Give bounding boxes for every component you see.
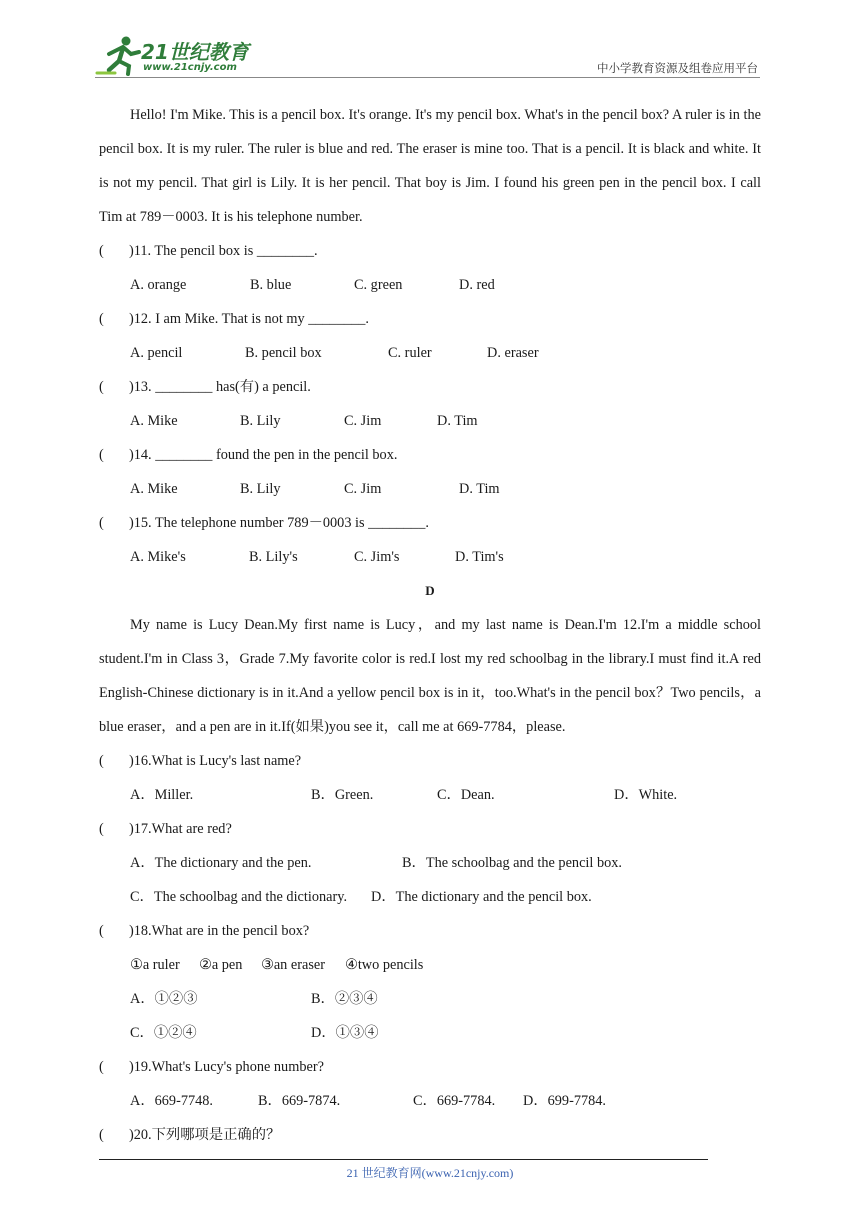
question-15-options <box>99 540 761 574</box>
question-stem: )12. I am Mike. That is not my ________. <box>129 311 369 327</box>
answer-bracket: ( <box>99 447 104 463</box>
option-c: C. ruler <box>388 345 432 361</box>
question-18 <box>99 914 761 948</box>
option-b: B．Green. <box>311 787 374 803</box>
answer-bracket: ( <box>99 379 104 395</box>
question-11-options <box>99 268 761 302</box>
question-stem: )17.What are red? <box>129 821 232 837</box>
answer-bracket: ( <box>99 753 104 769</box>
option-b: B. Lily's <box>249 549 298 565</box>
question-16-options <box>99 778 761 812</box>
question-12-options <box>99 336 761 370</box>
question-12 <box>99 302 761 336</box>
option-b: B. Lily <box>240 481 281 497</box>
option-a: A. Mike's <box>130 549 186 565</box>
option-c: C．Dean. <box>437 787 495 803</box>
question-17 <box>99 812 761 846</box>
question-18-options-cd <box>99 1016 761 1050</box>
answer-bracket: ( <box>99 515 104 531</box>
question-stem: )18.What are in the pencil box? <box>129 923 310 939</box>
question-14 <box>99 438 761 472</box>
option-d: D. red <box>459 277 495 293</box>
option-a: A. Mike <box>130 413 178 429</box>
option-b: B．669-7874. <box>258 1093 341 1109</box>
passage-c: Hello! I'm Mike. This is a pencil box. It's orange. It's my pencil box. What's in the pencil box? A ruler is in the pencil box. It is my ruler. The ruler is blue and red. The eraser is mine too. That is a pencil. It is black and white. It is not my pencil. That girl is Lily. It is her pencil. That boy is Jim. I found his green pen in the pencil box. I call Tim at 789－0003. It is his telephone number. <box>99 107 761 225</box>
question-16 <box>99 744 761 778</box>
question-18-items <box>99 948 761 982</box>
option-d: D. Tim <box>437 413 478 429</box>
option-a: A．①②③ <box>130 991 198 1007</box>
question-17-options-cd <box>99 880 761 914</box>
answer-bracket: ( <box>99 1059 104 1075</box>
question-19 <box>99 1050 761 1084</box>
item-1: ①a ruler <box>130 957 180 973</box>
answer-bracket: ( <box>99 821 104 837</box>
question-17-options-ab <box>99 846 761 880</box>
passage-d: My name is Lucy Dean.My first name is Lucy，and my last name is Dean.I'm 12.I'm a middle school student.I'm in Class 3，Grade 7.My favorite color is red.I lost my red schoolbag in the library.I must find it.A red English-Chinese dictionary is in it.And a yellow pencil box is in it，too.What's in the pencil box？Two pencils，a blue eraser，and a pen are in it.If(如果)you see it，call me at 669-7784，please. <box>99 617 761 735</box>
answer-bracket: ( <box>99 243 104 259</box>
question-stem: )19.What's Lucy's phone number? <box>129 1059 324 1075</box>
option-b: B．The schoolbag and the pencil box. <box>402 855 622 871</box>
question-stem: )11. The pencil box is ________. <box>129 243 318 259</box>
answer-bracket: ( <box>99 311 104 327</box>
option-d: D．White. <box>614 787 678 803</box>
document-body <box>99 98 761 1152</box>
option-c: C．①②④ <box>130 1025 197 1041</box>
option-a: A. pencil <box>130 345 183 361</box>
logo-url: www.21cnjy.com <box>143 62 237 73</box>
option-d: D. Tim <box>459 481 500 497</box>
option-c: C. green <box>354 277 403 293</box>
question-stem: )13. ________ has(有) a pencil. <box>129 379 311 395</box>
option-a: A．Miller. <box>130 787 194 803</box>
platform-title: 中小学教育资源及组卷应用平台 <box>597 61 758 75</box>
page-header <box>95 30 760 78</box>
page-footer: 21 世纪教育网(www.21cnjy.com) <box>346 1166 514 1180</box>
option-b: B. Lily <box>240 413 281 429</box>
answer-bracket: ( <box>99 923 104 939</box>
question-stem: )15. The telephone number 789－0003 is ________. <box>129 515 429 531</box>
option-d: D．The dictionary and the pencil box. <box>371 889 592 905</box>
item-2: ②a pen <box>199 957 243 973</box>
header-divider <box>95 77 760 78</box>
question-13-options <box>99 404 761 438</box>
section-title: D <box>425 583 435 598</box>
option-c: C．669-7784. <box>413 1093 496 1109</box>
logo-text: 21世纪教育 <box>141 40 249 64</box>
item-3: ③an eraser <box>261 957 326 973</box>
runner-logo-icon <box>95 34 141 76</box>
option-b: B．②③④ <box>311 991 378 1007</box>
question-14-options <box>99 472 761 506</box>
option-c: C. Jim <box>344 413 382 429</box>
item-4: ④two pencils <box>345 957 424 973</box>
option-a: A．669-7748. <box>130 1093 213 1109</box>
logo <box>95 34 265 76</box>
option-a: A．The dictionary and the pen. <box>130 855 312 871</box>
question-stem: )16.What is Lucy's last name? <box>129 753 302 769</box>
question-stem: )14. ________ found the pen in the pencil box. <box>129 447 398 463</box>
option-d: D. eraser <box>487 345 539 361</box>
question-20 <box>99 1118 761 1152</box>
option-a: A. orange <box>130 277 187 293</box>
option-d: D．699-7784. <box>523 1093 606 1109</box>
option-d: D．①③④ <box>311 1025 379 1041</box>
question-18-options-ab <box>99 982 761 1016</box>
option-a: A. Mike <box>130 481 178 497</box>
answer-bracket: ( <box>99 1127 104 1143</box>
question-15 <box>99 506 761 540</box>
option-c: C. Jim <box>344 481 382 497</box>
question-19-options <box>99 1084 761 1118</box>
option-c: C．The schoolbag and the dictionary. <box>130 889 348 905</box>
option-c: C. Jim's <box>354 549 400 565</box>
footer-divider <box>99 1159 708 1160</box>
question-11 <box>99 234 761 268</box>
question-13 <box>99 370 761 404</box>
question-stem: )20.下列哪项是正确的？ <box>129 1127 281 1143</box>
option-b: B. blue <box>250 277 292 293</box>
option-b: B. pencil box <box>245 345 322 361</box>
option-d: D. Tim's <box>455 549 504 565</box>
